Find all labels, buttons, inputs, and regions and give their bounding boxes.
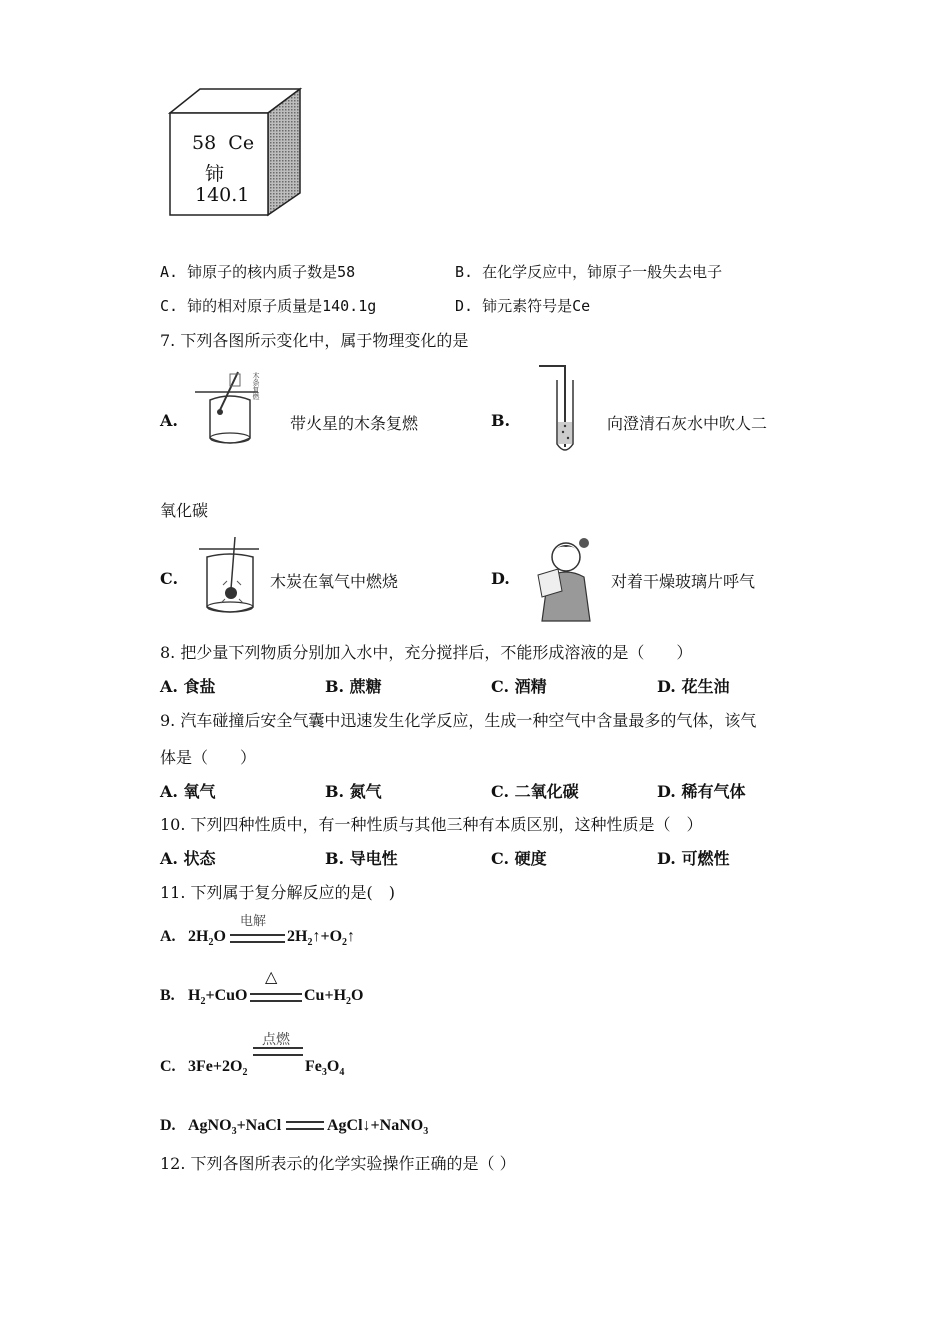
q8-option-b: B. 蔗糖 [325, 677, 382, 696]
q7-option-c-text: 木炭在氧气中燃烧 [270, 572, 399, 591]
equals-sign [253, 1047, 303, 1056]
q11-equation-a-reactants: $2H_2O$ [188, 928, 226, 949]
q11-equation-d-reactants: AgNO$_3$+NaCl [188, 1117, 282, 1138]
q11-option-c-label: C. [160, 1058, 176, 1075]
q6-option-b: B. 在化学反应中，铈原子一般失去电子 [455, 263, 723, 281]
q7-option-b-label: B. [491, 411, 511, 430]
q9-stem-line2: 体是（ ） [160, 748, 257, 767]
q11-equation-c-reactants: $3Fe+2O_2$ [188, 1058, 248, 1079]
q7-option-a-label: A. [160, 411, 178, 430]
q8-option-c: C. 酒精 [491, 677, 547, 696]
charcoal-burning-jar-icon [195, 535, 265, 620]
q7-c-figure [195, 535, 265, 624]
q8-option-a: A. 食盐 [160, 677, 216, 696]
q7-option-b-text: 向澄清石灰水中吹人二 [607, 414, 768, 433]
q7-d-figure [528, 535, 603, 629]
equals-sign [230, 934, 285, 943]
q6-option-d: D. 铈元素符号是Ce [455, 297, 591, 315]
q11-option-b-label: B. [160, 987, 175, 1004]
q7-option-d-text: 对着干燥玻璃片呼气 [611, 572, 756, 591]
girl-breathing-on-glass-icon [528, 535, 603, 625]
test-tube-icon [535, 362, 585, 457]
q7-stem: 7. 下列各图所示变化中，属于物理变化的是 [160, 331, 469, 350]
q9-stem-line1: 9. 汽车碰撞后安全气囊中迅速发生化学反应，生成一种空气中含量最多的气体，该气 [160, 711, 757, 730]
q8-option-d: D. 花生油 [657, 677, 730, 696]
splint-label: 木条复燃 [252, 372, 260, 400]
q6-option-c: C. 铈的相对原子质量是140.1g [160, 297, 377, 315]
q10-stem: 10. 下列四种性质中，有一种性质与其他三种有本质区别，这种性质是（ ） [160, 815, 703, 834]
element-number-symbol: 58 Ce [192, 132, 255, 154]
q11-condition-b: △ [265, 967, 278, 986]
element-mass: 140.1 [195, 184, 250, 206]
q11-equation-b-reactants: $H_2+CuO$ [188, 987, 248, 1008]
q7-option-d-label: D. [491, 569, 510, 588]
q9-option-b: B. 氮气 [325, 782, 382, 801]
q11-equation-d-products: AgCl↓+NaNO$_3$ [327, 1117, 429, 1138]
q7-option-b-text-cont: 氧化碳 [160, 501, 209, 520]
q11-stem: 11. 下列属于复分解反应的是( ) [160, 883, 396, 902]
q9-option-a: A. 氧气 [160, 782, 216, 801]
q10-option-c: C. 硬度 [491, 849, 547, 868]
q10-option-d: D. 可燃性 [657, 849, 730, 868]
q9-option-c: C. 二氧化碳 [491, 782, 579, 801]
q12-stem: 12. 下列各图所表示的化学实验操作正确的是（ ） [160, 1154, 516, 1173]
element-card-figure [165, 85, 305, 220]
q11-condition-a: 电解 [240, 914, 267, 929]
q11-option-a-label: A. [160, 928, 176, 945]
q11-condition-c: 点燃 [262, 1032, 290, 1048]
q11-equation-a-products: $2H_2↑+O_2↑$ [287, 928, 356, 949]
q7-b-figure [535, 362, 585, 461]
q8-stem: 8. 把少量下列物质分别加入水中，充分搅拌后，不能形成溶液的是（ ） [160, 643, 693, 662]
q6-option-a: A. 铈原子的核内质子数是58 [160, 263, 356, 281]
q10-option-a: A. 状态 [160, 849, 216, 868]
q11-equation-c-products: $Fe_3O_4$ [305, 1058, 345, 1079]
q11-equation-b-products: $Cu+H_2O$ [304, 987, 364, 1008]
q7-option-a-text: 带火星的木条复燃 [290, 414, 419, 433]
q7-option-c-label: C. [160, 569, 179, 588]
q10-option-b: B. 导电性 [325, 849, 398, 868]
q9-option-d: D. 稀有气体 [657, 782, 746, 801]
element-name: 铈 [205, 163, 225, 185]
q11-option-d-label: D. [160, 1117, 176, 1134]
equals-sign [250, 993, 302, 1002]
equals-sign [286, 1121, 324, 1130]
